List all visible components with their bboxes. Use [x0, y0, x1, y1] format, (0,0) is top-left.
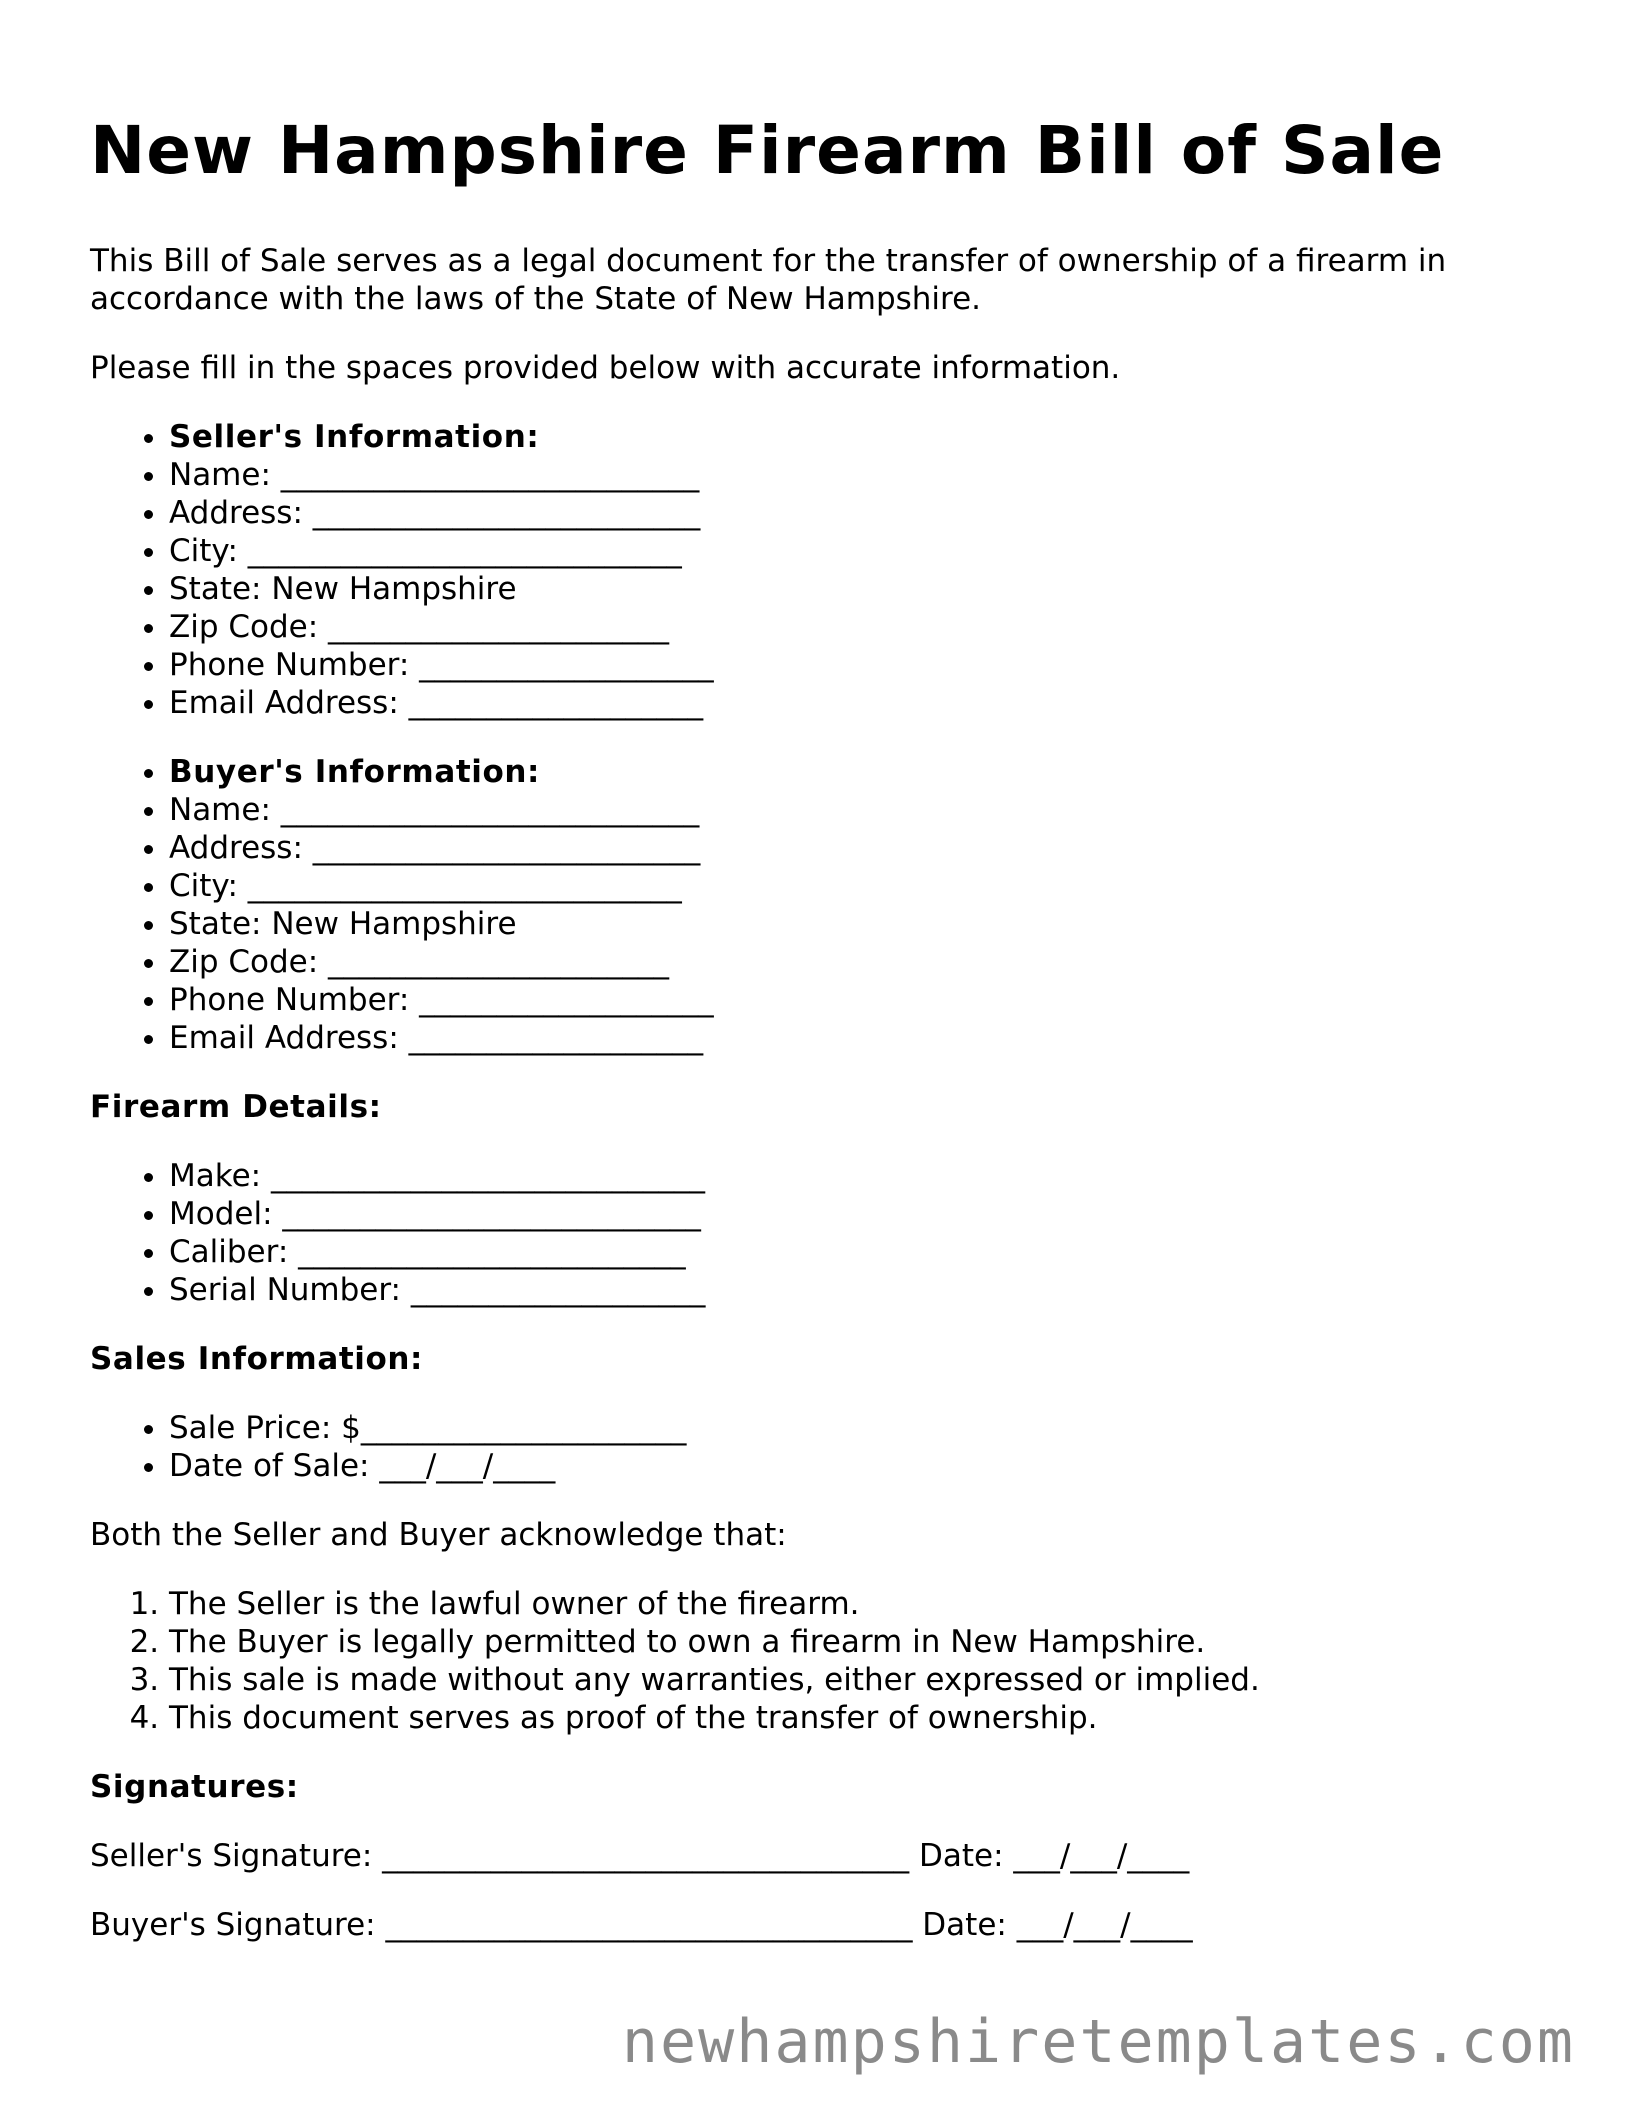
- watermark-text: newhampshiretemplates.com: [621, 2007, 1575, 2077]
- seller-address-field: • Address: _________________________: [169, 494, 1570, 532]
- buyer-address-field: • Address: _________________________: [169, 829, 1570, 867]
- buyer-name-field: • Name: ___________________________: [169, 791, 1570, 829]
- sales-info-heading: Sales Information:: [90, 1341, 424, 1377]
- firearm-make-field: • Make: ____________________________: [169, 1157, 1570, 1195]
- firearm-details-heading: Firearm Details:: [90, 1089, 382, 1125]
- signatures-heading: Signatures:: [90, 1769, 299, 1805]
- seller-phone-field: • Phone Number: ___________________: [169, 646, 1570, 684]
- acknowledge-item: 4. This document serves as proof of the transfer of ownership.: [169, 1699, 1570, 1737]
- buyer-phone-field: • Phone Number: ___________________: [169, 981, 1570, 1019]
- buyer-info-heading: • Buyer's Information:: [169, 753, 1570, 791]
- intro-paragraph: This Bill of Sale serves as a legal document for the transfer of ownership of a firearm in accordance with the laws of the State of New Hampshire.: [90, 243, 1447, 317]
- sales-info-list: [90, 1409, 1570, 1485]
- seller-info-heading: • Seller's Information:: [169, 418, 1570, 456]
- acknowledge-item: 2. The Buyer is legally permitted to own a firearm in New Hampshire.: [169, 1623, 1570, 1661]
- acknowledge-item: 1. The Seller is the lawful owner of the firearm.: [169, 1585, 1570, 1623]
- firearm-caliber-field: • Caliber: _________________________: [169, 1233, 1570, 1271]
- firearm-model-field: • Model: ___________________________: [169, 1195, 1570, 1233]
- sale-date-field: • Date of Sale: ___/___/____: [169, 1447, 1570, 1485]
- firearm-details-list: [90, 1157, 1570, 1309]
- seller-city-field: • City: ____________________________: [169, 532, 1570, 570]
- buyer-email-field: • Email Address: ___________________: [169, 1019, 1570, 1057]
- buyer-zip-field: • Zip Code: ______________________: [169, 943, 1570, 981]
- seller-info-list: [90, 418, 1570, 722]
- seller-name-field: • Name: ___________________________: [169, 456, 1570, 494]
- acknowledge-item: 3. This sale is made without any warranties, either expressed or implied.: [169, 1661, 1570, 1699]
- acknowledge-list: [90, 1585, 1570, 1737]
- buyer-info-list: [90, 753, 1570, 1057]
- buyer-city-field: • City: ____________________________: [169, 867, 1570, 905]
- sale-price-field: • Sale Price: $_____________________: [169, 1409, 1570, 1447]
- page-title: New Hampshire Firearm Bill of Sale: [90, 112, 1445, 189]
- buyer-signature-line: Buyer's Signature: __________________________________ Date: ___/___/____: [90, 1907, 1193, 1943]
- seller-state-field: • State: New Hampshire: [169, 570, 1570, 608]
- acknowledge-lead: Both the Seller and Buyer acknowledge that:: [90, 1517, 787, 1553]
- seller-zip-field: • Zip Code: ______________________: [169, 608, 1570, 646]
- instructions-paragraph: Please fill in the spaces provided below with accurate information.: [90, 350, 1121, 386]
- firearm-serial-field: • Serial Number: ___________________: [169, 1271, 1570, 1309]
- seller-email-field: • Email Address: ___________________: [169, 684, 1570, 722]
- document-page: [90, 110, 1570, 1944]
- buyer-state-field: • State: New Hampshire: [169, 905, 1570, 943]
- seller-signature-line: Seller's Signature: __________________________________ Date: ___/___/____: [90, 1838, 1190, 1874]
